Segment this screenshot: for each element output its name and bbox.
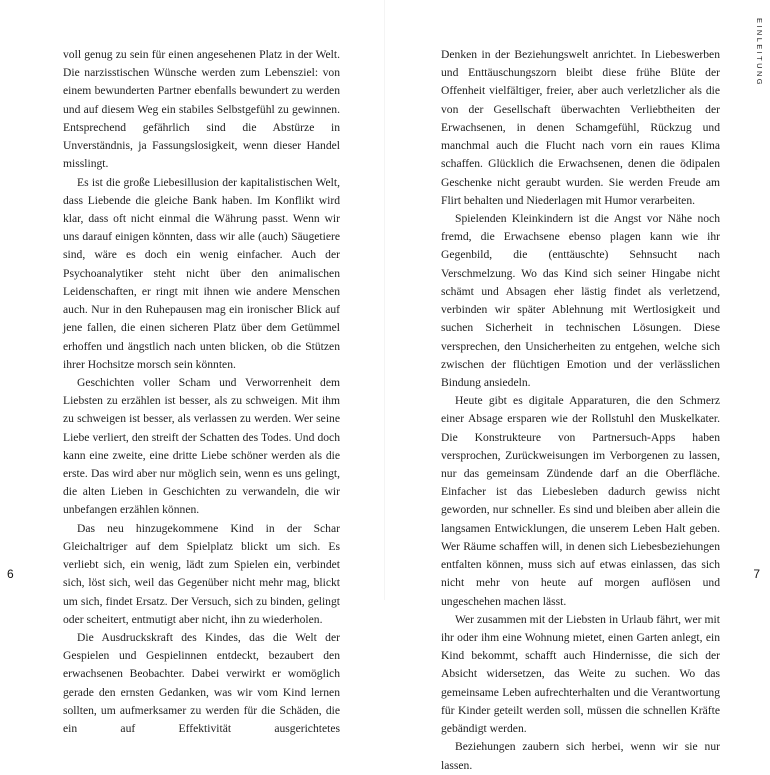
paragraph: Spielenden Kleinkindern ist die Angst vor Nähe noch fremd, die Erwachsene ebenso plagen kann wie ihr Gegenbild, die (enttäuschte) Sehnsucht nach Verschmelzung. Wo das Kind sich seiner Hingabe nicht schämt und Absagen eher lästig findet als verletzend, verbinden wir später Ablehnung mit Wertlosigkeit und suchen Sicherheit in technischen Lösungen. Diese versprechen, den Unsicherheiten zu entgehen, welche sich zwischen der flüchtigen Emotion und der verlässlichen Bindung ansiedeln. — [441, 211, 720, 389]
left-page-body — [63, 46, 340, 738]
paragraph: Denken in der Beziehungswelt anrichtet. In Liebeswerben und Enttäuschungszorn bleibt diese frühe Blüte der Offenheit vielfältiger, freier, aber auch verletzlicher als die von der Gesellschaft überwachten Verliebtheiten der Erwachsenen, in denen Schamgefühl, Rückzug und manchmal auch die Flucht nach vorn ein raues Klima schaffen. Glücklich die Erwachsenen, denen die ödipalen Geschenke nicht geraubt wurden. Sie werden Freude am Flirt behalten und Niederlagen mit Humor verarbeiten. — [441, 48, 720, 207]
paragraph: Die Ausdruckskraft des Kindes, das die Welt der Gespielen und Gespielinnen entdeckt, bezaubert den erwachsenen Beobachter. Dabei verwirkt er womöglich gerade den ernsten Gedanken, was wir vom Kind lernen sollten, um aufmerksamer zu werden für die Schäden, die ein auf Effektivität ausgerichtetes — [63, 631, 340, 736]
page-number-right: 7 — [753, 567, 760, 581]
page-number-left: 6 — [7, 567, 14, 581]
paragraph: Wer zusammen mit der Liebsten in Urlaub fährt, wer mit ihr oder ihm eine Wohnung mietet, einen Garten anlegt, ein Kind bekommt, schafft auch Hindernisse, die sich der Absicht widersetzen, das Weite zu suchen. Wo das gemeinsame Leben aufrechterhalten und die Verantwortung für Kinder geteilt werden soll, müssen die schnellen Kräfte gebändigt werden. — [441, 612, 720, 736]
paragraph: voll genug zu sein für einen angesehenen Platz in der Welt. Die narzisstischen Wünsche werden zum Lebensziel: von einem bewunderten Partner ebenfalls bewundert zu werden und auf diesem Weg ein stabiles Selbstgefühl zu gewinnen. Entsprechend gefährlich sind die Abstürze in Unverständnis, ja Fassungslosigkeit, wenn dieser Handel misslingt. — [63, 48, 340, 171]
paragraph: Heute gibt es digitale Apparaturen, die den Schmerz einer Absage ersparen wie der Rollstuhl den Muskelkater. Die Konstrukteure von Partnersuch-Apps haben versprochen, Zurückweisungen im Verborgenen zu lassen, nur das gemeinsam Zündende darf an die Oberfläche. Einfacher ist das Liebesleben dadurch gewiss nicht geworden, nur schneller. Es sind und bleiben aber allein die langsamen Entwicklungen, die unserem Leben Halt geben. Wer Räume schaffen will, in denen sich Liebesbeziehungen entfalten können, muss sich auf etwas einlassen, das sich nicht mehr von heute auf morgen auflösen und ungeschehen machen lässt. — [441, 394, 720, 608]
paragraph: Beziehungen zaubern sich herbei, wenn wir sie nur lassen. — [441, 740, 720, 772]
paragraph: Es ist die große Liebesillusion der kapitalistischen Welt, dass Liebende die gleiche Bank haben. Im Konflikt wird klar, dass oft nicht einmal die Währung passt. Wenn wir uns darauf einigen könnten, dass wir alle (auch) Säugetiere sind, wäre es doch ein wenig einfacher. Auch der Psychoanalytiker steht nicht über den animalischen Leidenschaften, er ringt mit ihnen wie andere Menschen auch. Nur in den Ruhepausen mag ein ironischer Blick auf jene fallen, die einen sicheren Platz über dem Getümmel erhoffen und ängstlich nach unten blicken, ob die Stützen ihrer Hochsitze morsch sein könnten. — [63, 175, 340, 371]
left-page — [0, 0, 385, 736]
paragraph: Das neu hinzugekommene Kind in der Schar Gleichaltriger auf dem Spielplatz blickt um sich. Es verliebt sich, ein wenig, lädt zum Spielen ein, verbindet sich, löst sich, weil das Gegenüber nicht mehr mag, blickt um sich, findet Ersatz. Der Versuch, sich zu binden, gelingt oder scheitert, entmutigt aber nicht, ihn zu wiederholen. — [63, 521, 340, 626]
running-head: EINLEITUNG — [755, 18, 764, 88]
right-page-body — [441, 46, 720, 775]
right-page — [385, 0, 770, 772]
paragraph: Geschichten voller Scham und Verworrenheit dem Liebsten zu erzählen ist besser, als zu schweigen. Mit ihm zu schweigen ist besser, als verlassen zu werden. Wer seine Liebe verliert, den streift der Schatten des Todes. Und doch kann eine zweite, eine dritte Liebe schöner werden als die erste. Das wird aber nur möglich sein, wenn es uns gelingt, die alten Lieben in Geschichten zu verwandeln, die wir unbefangen erzählen können. — [63, 375, 340, 517]
